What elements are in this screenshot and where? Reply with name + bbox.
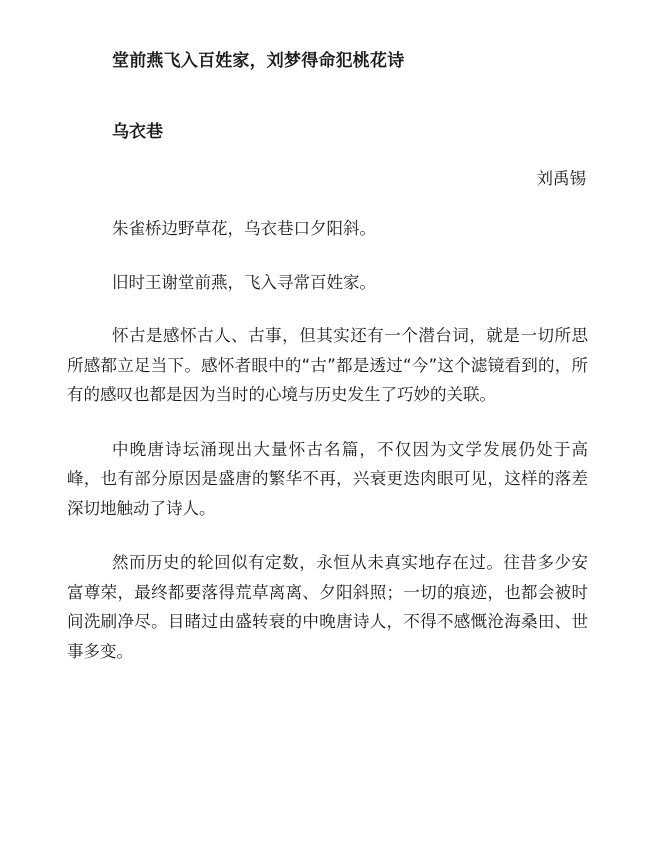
body-paragraph-2: 中晚唐诗坛涌现出大量怀古名篇，不仅因为文学发展仍处于高峰，也有部分原因是盛唐的繁华不再，兴衰更迭肉眼可见，这样的落差深切地触动了诗人。 [67, 439, 588, 518]
poem-line-2: 旧时王谢堂前燕，飞入寻常百姓家。 [112, 273, 376, 292]
poem-title: 乌衣巷 [112, 122, 163, 142]
poem-author: 刘禹锡 [536, 169, 586, 188]
poem-line-1: 朱雀桥边野草花，乌衣巷口夕阳斜。 [112, 219, 376, 238]
body-paragraph-1: 怀古是感怀古人、古事，但其实还有一个潜台词，就是一切所思所感都立足当下。感怀者眼中的“古”都是透过“今”这个滤镜看到的，所有的感叹也都是因为当时的心境与历史发生了巧妙的关联。 [67, 326, 588, 404]
body-paragraph-3: 然而历史的轮回似有定数，永恒从未真实地存在过。往昔多少安富尊荣，最终都要落得荒草离离、夕阳斜照；一切的痕迹，也都会被时间洗刷净尽。目睹过由盛转衰的中晚唐诗人，不得不感慨沧海桑田、世事多变。 [67, 553, 588, 661]
article-title: 堂前燕飞入百姓家，刘梦得命犯桃花诗 [112, 51, 405, 71]
